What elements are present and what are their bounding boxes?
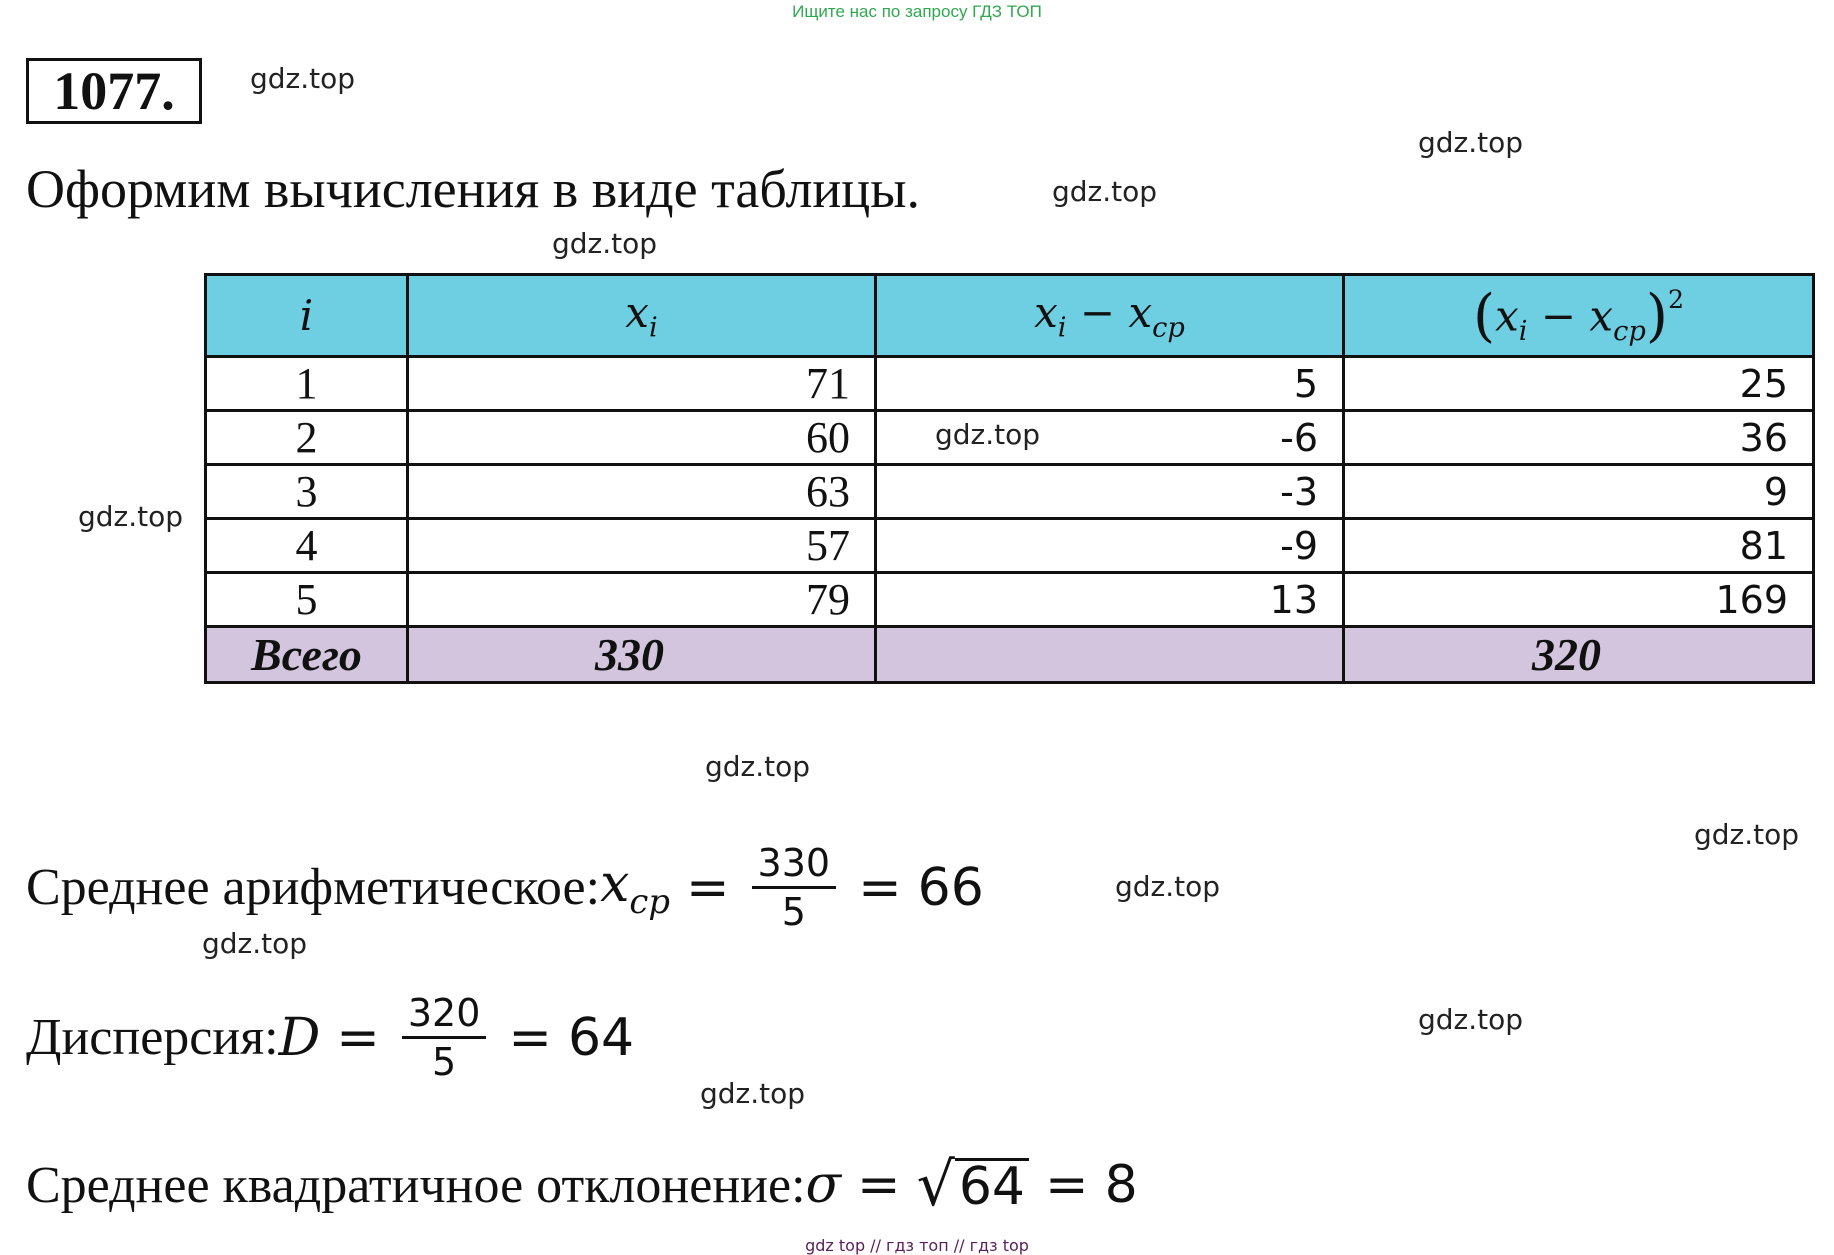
watermark: gdz.top (1418, 1003, 1524, 1036)
watermark: gdz.top (935, 418, 1041, 451)
total-label: Всего (206, 627, 408, 683)
mean-formula (26, 840, 984, 935)
watermark: gdz.top (1052, 175, 1158, 208)
equals-sign: = (336, 1007, 380, 1068)
mean-result: 66 (917, 857, 984, 918)
total-x: 330 (408, 627, 876, 683)
variance-fraction (402, 990, 487, 1085)
cell-squared: 169 (1344, 573, 1814, 627)
cell-i: 4 (206, 519, 408, 573)
cell-deviation: -9 (876, 519, 1344, 573)
equals-sign: = (1045, 1155, 1089, 1215)
stdev-result: 8 (1104, 1155, 1138, 1215)
variance-variable: D (278, 1007, 321, 1068)
header-i: i (206, 275, 408, 357)
table-row (206, 357, 1814, 411)
cell-x: 71 (408, 357, 876, 411)
intro-text: Оформим вычисления в виде таблицы. (26, 159, 920, 219)
watermark: gdz.top (78, 500, 184, 533)
footer-link[interactable]: gdz top // гдз топ // гдз top (805, 1236, 1029, 1255)
stdev-formula (26, 1150, 1138, 1220)
table-header-row (206, 275, 1814, 357)
stdev-variable: σ (805, 1155, 842, 1215)
cell-deviation: gdz.top -6 (876, 411, 1344, 465)
watermark: gdz.top (705, 750, 811, 783)
table-row (206, 465, 1814, 519)
equals-sign: = (508, 1007, 552, 1068)
cell-squared: 36 (1344, 411, 1814, 465)
cell-squared: 25 (1344, 357, 1814, 411)
cell-x: 63 (408, 465, 876, 519)
table-row (206, 519, 1814, 573)
mean-fraction (752, 840, 837, 935)
table-row (206, 573, 1814, 627)
variance-result: 64 (567, 1007, 635, 1068)
table-total-row (206, 627, 1814, 683)
calculation-table (204, 273, 1815, 684)
equals-sign: = (685, 857, 730, 918)
cell-squared: 81 (1344, 519, 1814, 573)
cell-squared: 9 (1344, 465, 1814, 519)
watermark: gdz.top (1418, 126, 1524, 159)
cell-i: 2 (206, 411, 408, 465)
stdev-label: Среднее квадратичное отклонение: (26, 1156, 806, 1214)
cell-deviation: 5 (876, 357, 1344, 411)
equals-sign: = (858, 857, 902, 918)
equals-sign: = (857, 1155, 901, 1215)
cell-deviation: -3 (876, 465, 1344, 519)
numerator: 320 (402, 990, 487, 1039)
variance-label: Дисперсия: (26, 1009, 279, 1066)
cell-i: 5 (206, 573, 408, 627)
watermark: gdz.top (1694, 818, 1800, 851)
cell-x: 79 (408, 573, 876, 627)
cell-deviation: 13 (876, 573, 1344, 627)
numerator: 330 (752, 840, 837, 889)
header-deviation: $x_i - x_{cp}$ (876, 275, 1344, 357)
cell-i: 1 (206, 357, 408, 411)
table-row (206, 411, 1814, 465)
cell-x: 57 (408, 519, 876, 573)
watermark: gdz.top (250, 62, 356, 95)
watermark: gdz.top (202, 927, 308, 960)
watermark: gdz.top (1115, 870, 1221, 903)
sqrt-icon: √ (916, 1150, 955, 1220)
cell-x: 60 (408, 411, 876, 465)
mean-variable: $x_{cp}$ (600, 854, 670, 921)
header-squared-deviation: $(x_i - x_{cp})^2$ (1344, 275, 1814, 357)
header-xi: $x_i$ (408, 275, 876, 357)
variance-formula (26, 990, 634, 1085)
watermark: gdz.top (552, 227, 658, 260)
denominator: 5 (781, 890, 806, 934)
cell-i: 3 (206, 465, 408, 519)
mean-label: Среднее арифметическое: (26, 859, 601, 916)
square-root (917, 1150, 1029, 1220)
watermark: gdz.top (700, 1077, 806, 1110)
radicand: 64 (955, 1158, 1029, 1213)
denominator: 5 (432, 1040, 457, 1084)
problem-number: 1077. (26, 58, 202, 124)
total-deviation (876, 627, 1344, 683)
top-banner: Ищите нас по запросу ГДЗ ТОП (792, 2, 1042, 21)
total-squared: 320 (1344, 627, 1814, 683)
